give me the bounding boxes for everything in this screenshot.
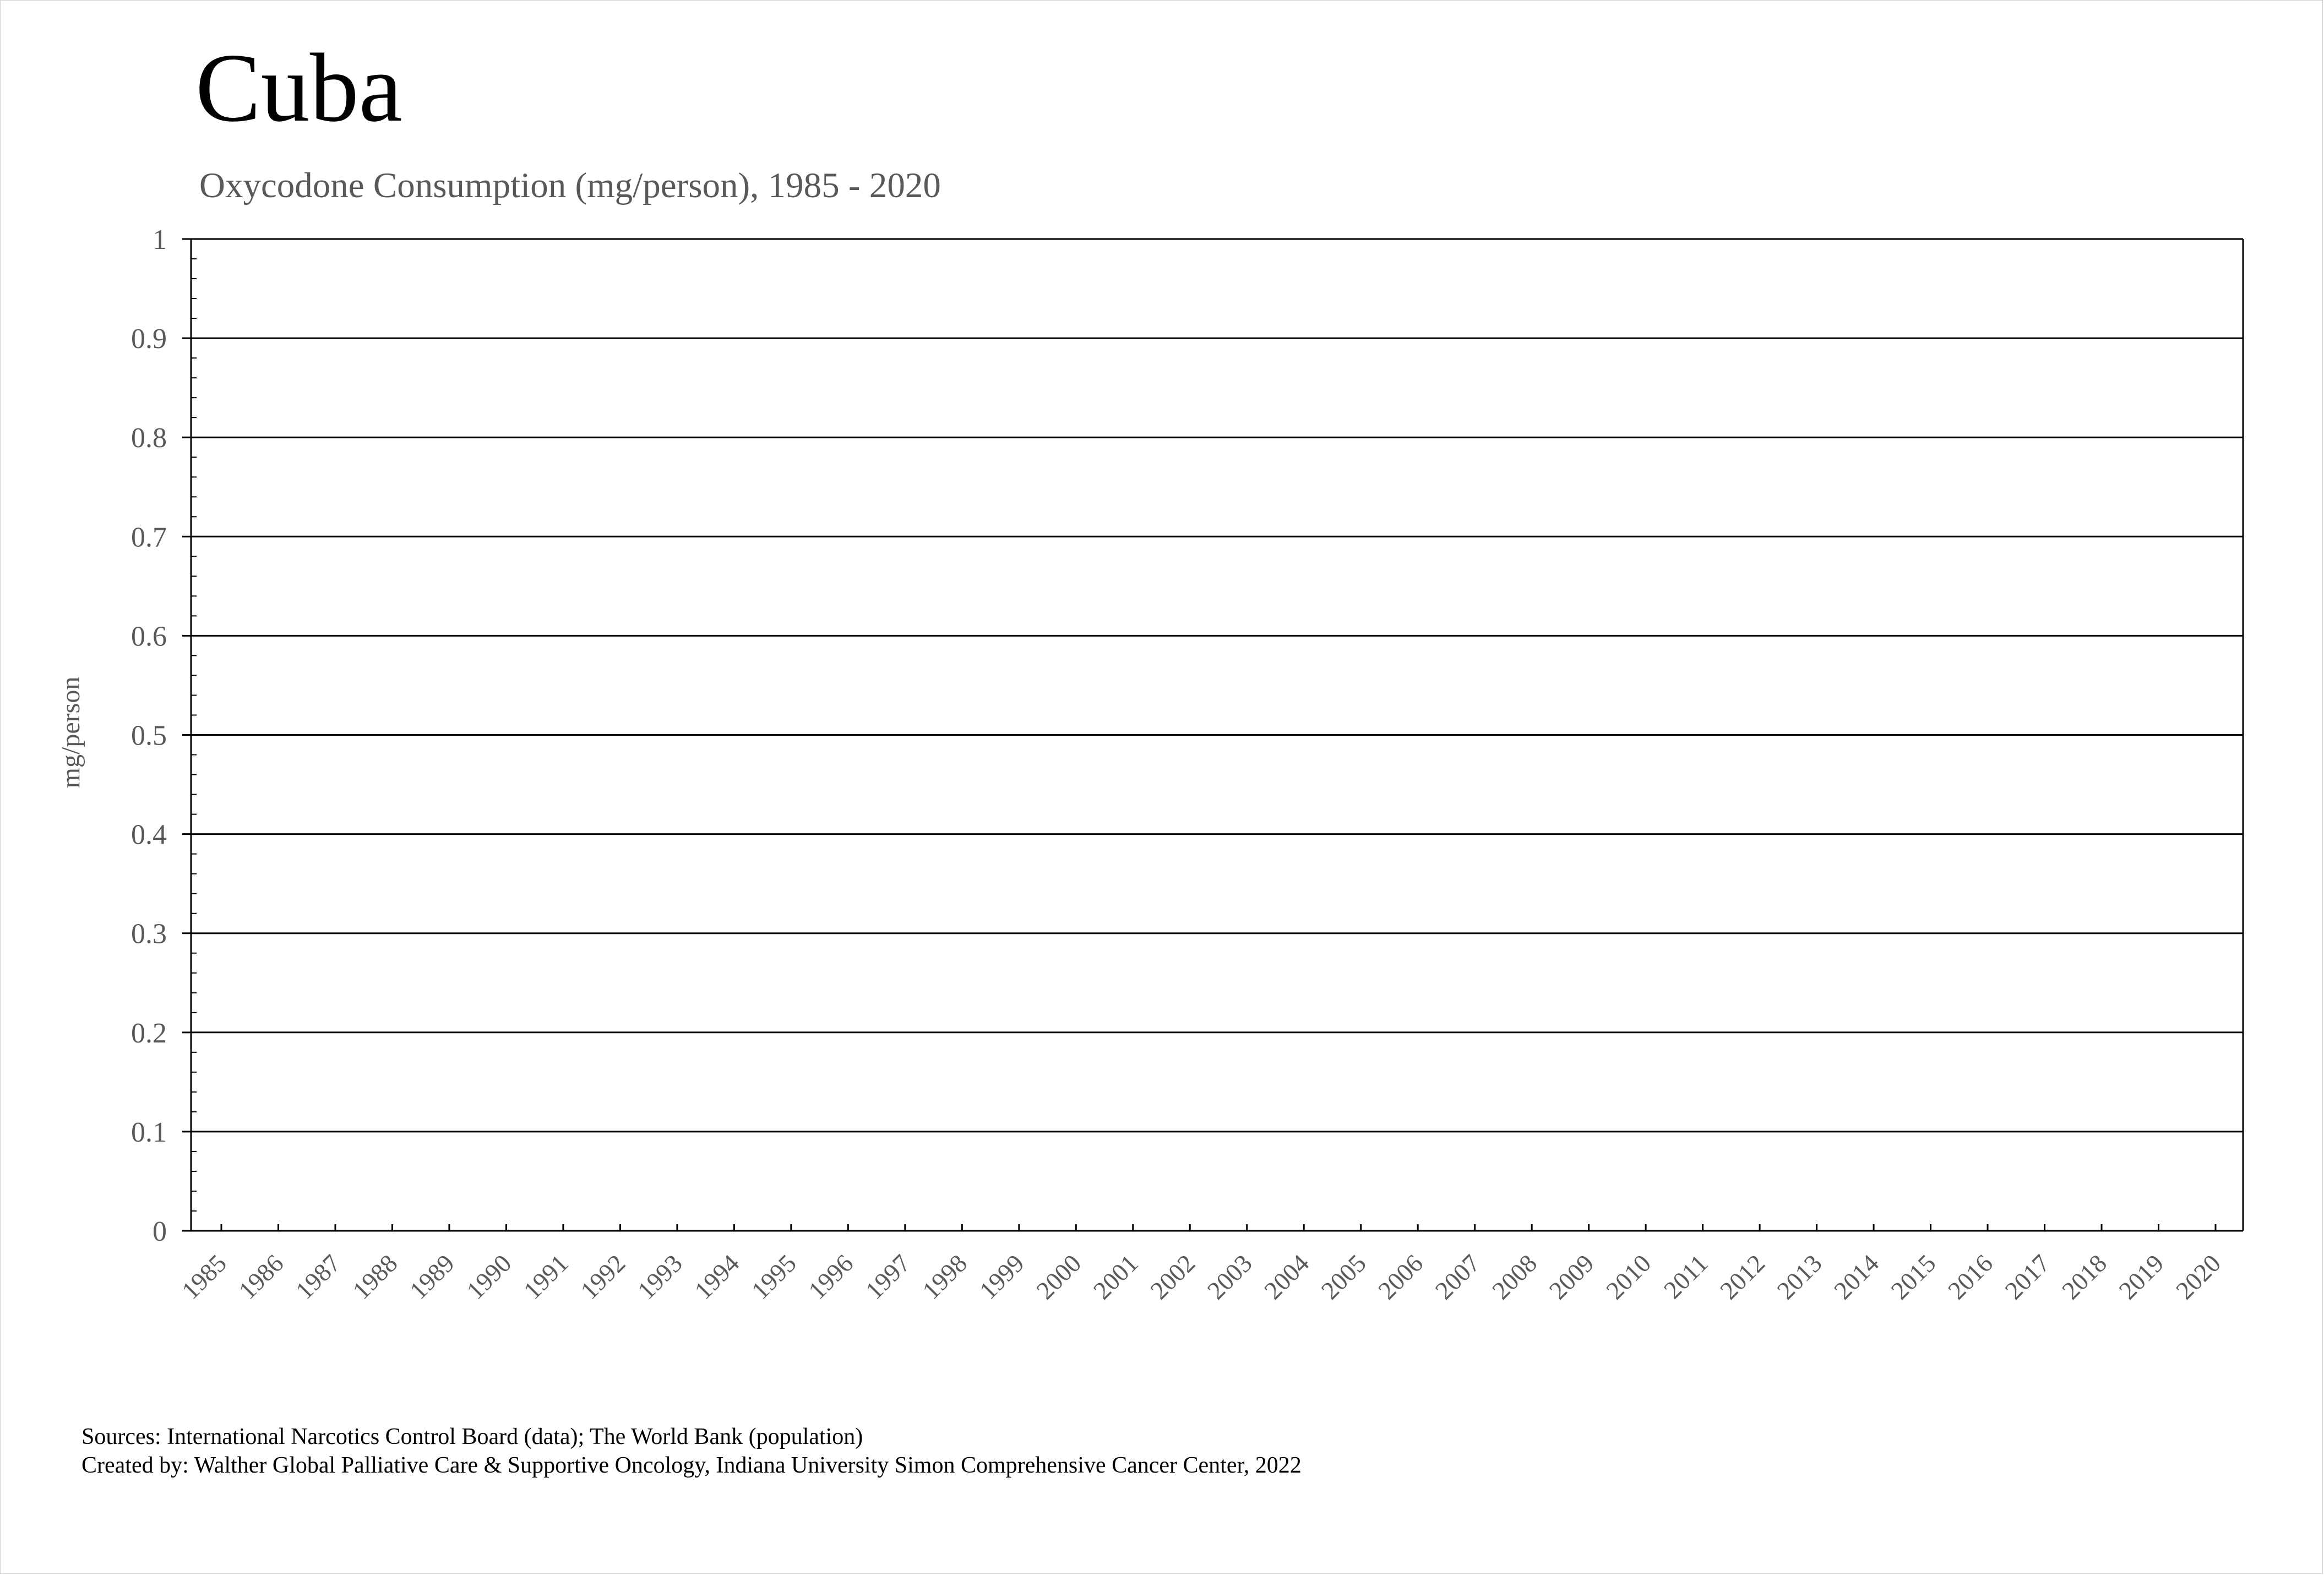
x-tick-label: 1985 — [176, 1249, 232, 1305]
footer-sources — [81, 1422, 1302, 1480]
x-tick-label: 2019 — [2113, 1249, 2169, 1305]
y-tick-label: 0.4 — [131, 819, 167, 851]
x-tick-labels — [176, 1249, 2226, 1305]
created-by-line: Created by: Walther Global Palliative Care & Supportive Oncology, Indiana University Simon Comprehensive Cancer Center, 2022 — [81, 1453, 1302, 1478]
x-tick-label: 2004 — [1259, 1249, 1315, 1305]
chart-subtitle: Oxycodone Consumption (mg/person), 1985 - 2020 — [199, 166, 941, 205]
x-tick-label: 1995 — [745, 1249, 802, 1305]
x-tick-label: 1990 — [461, 1249, 517, 1305]
x-tick-label: 2016 — [1942, 1249, 1999, 1305]
x-tick-label: 2010 — [1601, 1249, 1657, 1305]
x-tick-label: 1987 — [290, 1249, 346, 1305]
x-tick-label: 2008 — [1487, 1249, 1543, 1305]
x-tick-label: 2009 — [1543, 1249, 1599, 1305]
sources-line: Sources: International Narcotics Control Board (data); The World Bank (population) — [81, 1424, 863, 1449]
y-tick-label: 0.8 — [131, 422, 167, 454]
x-tick-label: 1996 — [803, 1249, 859, 1305]
x-tick-label: 2012 — [1715, 1249, 1771, 1305]
chart-title: Cuba — [195, 33, 402, 142]
x-tick-label: 2002 — [1145, 1249, 1201, 1305]
x-tick-label: 2006 — [1373, 1249, 1429, 1305]
gridlines — [191, 239, 2243, 1132]
y-tick-label: 0.7 — [131, 522, 167, 553]
x-tick-label: 1998 — [917, 1249, 973, 1305]
x-tick-label: 2018 — [2056, 1249, 2113, 1305]
x-tick-label: 2014 — [1828, 1249, 1885, 1305]
x-tick-label: 2015 — [1885, 1249, 1941, 1305]
x-tick-label: 1994 — [689, 1249, 745, 1305]
x-tick-label: 2020 — [2170, 1249, 2227, 1305]
y-tick-label: 0.2 — [131, 1017, 167, 1049]
y-tick-label: 0 — [153, 1216, 167, 1247]
y-tick-label: 0.5 — [131, 720, 167, 752]
x-tick-label: 1989 — [404, 1249, 460, 1305]
y-tick-label: 0.1 — [131, 1116, 167, 1148]
y-tick-label: 0.9 — [131, 323, 167, 355]
x-tick-label: 1988 — [347, 1249, 403, 1305]
x-tick-label: 2013 — [1771, 1249, 1827, 1305]
x-tick-label: 1991 — [518, 1249, 574, 1305]
y-tick-label: 0.3 — [131, 918, 167, 950]
x-tick-label: 1997 — [859, 1249, 916, 1305]
y-tick-label: 0.6 — [131, 621, 167, 653]
x-tick-label: 2011 — [1658, 1249, 1713, 1304]
y-axis-label: mg/person — [56, 676, 85, 789]
x-tick-label: 2007 — [1429, 1249, 1485, 1305]
x-tick-label: 1999 — [973, 1249, 1030, 1305]
x-tick-label: 1993 — [632, 1249, 688, 1305]
x-tick-label: 2003 — [1201, 1249, 1258, 1305]
y-tick-label: 1 — [153, 224, 167, 256]
y-tick-labels — [131, 224, 167, 1247]
x-tick-label: 1986 — [233, 1249, 289, 1305]
x-tick-label: 2000 — [1031, 1249, 1087, 1305]
x-tick-label: 2017 — [1999, 1249, 2055, 1305]
x-tick-label: 2001 — [1087, 1249, 1144, 1305]
x-tick-label: 1992 — [575, 1249, 631, 1305]
x-tick-label: 2005 — [1315, 1249, 1371, 1305]
